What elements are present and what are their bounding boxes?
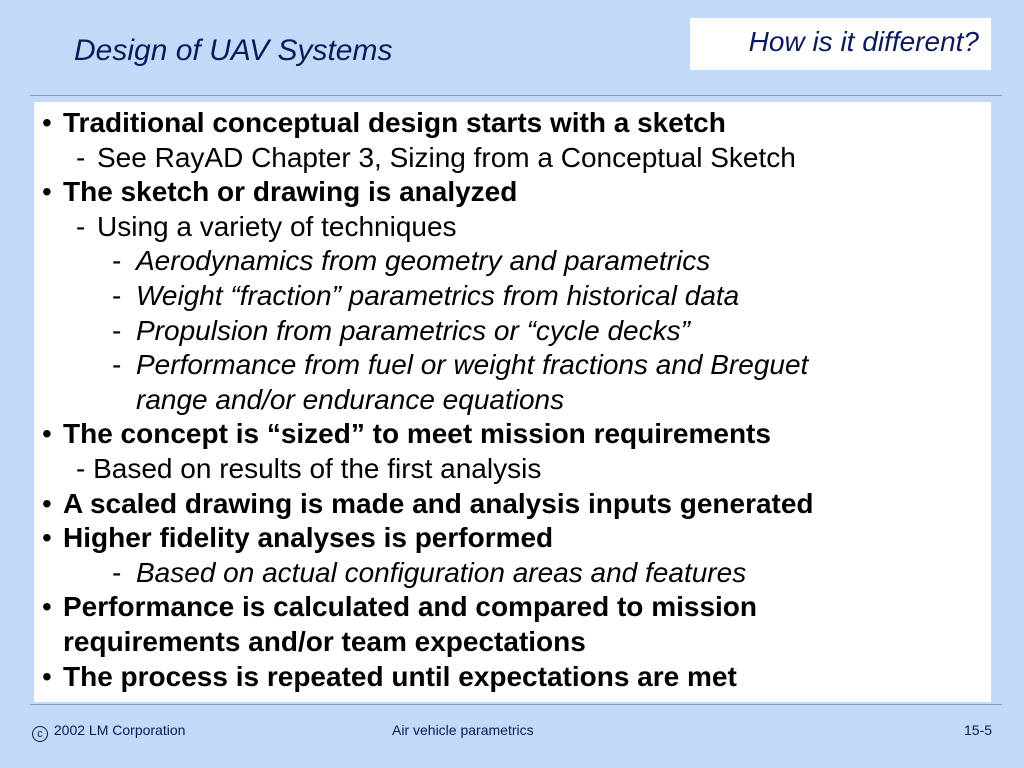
detail-item-text: Aerodynamics from geometry and parametrics — [136, 245, 711, 277]
bullet-marker: • — [42, 660, 52, 692]
bullet-text: The concept is “sized” to meet mission requirements — [63, 418, 771, 450]
bullet-item — [34, 487, 991, 522]
bullet-item — [34, 590, 991, 625]
footer-copyright — [32, 722, 185, 742]
dash-marker: - — [112, 245, 122, 277]
detail-item-text: Based on actual configuration areas and features — [136, 556, 747, 588]
detail-item-text: Propulsion from parametrics or “cycle decks” — [136, 314, 690, 346]
detail-item — [34, 348, 991, 383]
detail-item — [34, 279, 991, 314]
bullet-marker: • — [42, 487, 52, 519]
bullet-item — [34, 417, 991, 452]
bullet-item — [34, 175, 991, 210]
detail-item-text: Weight “fraction” parametrics from historical data — [136, 279, 740, 311]
sub-item: - Based on results of the first analysis — [76, 452, 542, 484]
detail-item-text: Performance from fuel or weight fractions and Breguet — [136, 349, 809, 381]
dash-marker: - — [112, 279, 122, 311]
page-number: 15-5 — [964, 722, 993, 738]
sub-item — [34, 141, 991, 176]
footer-divider — [30, 704, 1002, 705]
footer-course-title: Air vehicle parametrics — [392, 722, 534, 738]
dash-marker: - — [76, 210, 86, 242]
bullet-marker: • — [42, 591, 52, 623]
bullet-text-continuation: requirements and/or team expectations — [63, 625, 586, 657]
dash-marker: - — [112, 349, 122, 381]
bullet-text: Performance is calculated and compared to mission — [63, 591, 757, 623]
section-tag: How is it different? — [690, 18, 991, 70]
sub-item-text: Using a variety of techniques — [97, 210, 457, 242]
copyright-text: 2002 LM Corporation — [53, 722, 186, 738]
bullet-item — [34, 660, 991, 695]
bullet-marker: • — [42, 107, 52, 138]
detail-item — [34, 314, 991, 349]
slide-title: Design of UAV Systems — [74, 34, 393, 67]
bullet-marker: • — [42, 522, 52, 554]
bullet-item — [34, 521, 991, 556]
bullet-text: Traditional conceptual design starts with a sketch — [63, 107, 726, 138]
dash-marker: - — [76, 141, 86, 173]
dash-marker: - — [112, 556, 122, 588]
detail-item-continuation: range and/or endurance equations — [136, 383, 565, 415]
bullet-text: Higher fidelity analyses is performed — [63, 522, 554, 554]
bullet-marker: • — [42, 418, 52, 450]
header-divider — [30, 95, 1002, 96]
detail-item — [34, 244, 991, 279]
bullet-marker: • — [42, 176, 52, 208]
bullet-text: The sketch or drawing is analyzed — [63, 176, 518, 208]
sub-item — [34, 210, 991, 245]
dash-marker: - — [112, 314, 122, 346]
bullet-item — [34, 106, 991, 141]
content-panel — [34, 102, 991, 702]
copyright-icon: c — [32, 726, 48, 742]
bullet-text: A scaled drawing is made and analysis inputs generated — [63, 487, 814, 519]
bullet-text: The process is repeated until expectations are met — [63, 660, 737, 692]
sub-item-text: See RayAD Chapter 3, Sizing from a Conceptual Sketch — [97, 141, 796, 173]
detail-item — [34, 556, 991, 591]
